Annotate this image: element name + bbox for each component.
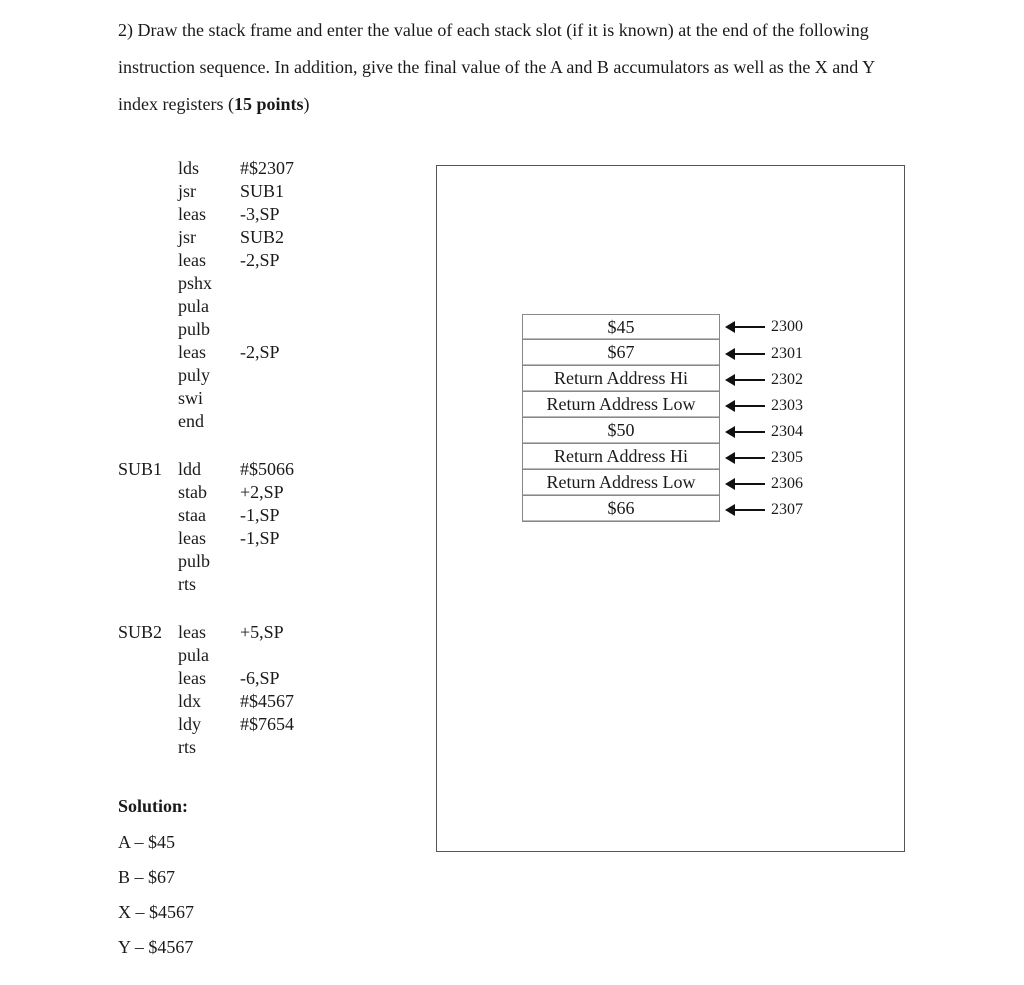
code-opcode: leas — [178, 668, 206, 688]
code-operand: -1,SP — [240, 505, 280, 525]
stack-slot: $67 — [522, 340, 720, 366]
arrow-left-icon — [727, 353, 765, 355]
code-opcode: ldd — [178, 459, 202, 479]
stack-address: 2302 — [771, 371, 803, 388]
stack-address: 2300 — [771, 318, 803, 335]
code-opcode: jsr — [178, 181, 196, 201]
code-opcode: pula — [178, 645, 209, 665]
arrow-left-icon — [727, 326, 765, 328]
arrow-left-icon — [727, 509, 765, 511]
arrow-left-icon — [727, 431, 765, 433]
code-opcode: ldx — [178, 691, 202, 711]
code-operand: SUB2 — [240, 227, 285, 247]
question-text — [118, 12, 908, 123]
code-operand: -2,SP — [240, 250, 280, 270]
code-opcode: pulb — [178, 551, 211, 571]
address-marker — [727, 367, 837, 393]
stack-address: 2301 — [771, 345, 803, 362]
address-marker — [727, 314, 837, 340]
code-opcode: leas — [178, 342, 206, 362]
code-operand: +2,SP — [240, 482, 284, 502]
address-marker — [727, 341, 837, 367]
code-operand: -2,SP — [240, 342, 280, 362]
stack-slot: Return Address Low — [522, 392, 720, 418]
code-operand: #$7654 — [240, 714, 294, 734]
code-label: SUB1 — [118, 459, 163, 479]
code-opcode: pula — [178, 296, 209, 316]
stack-frame — [522, 314, 720, 522]
code-opcode: puly — [178, 365, 211, 385]
stack-slot: Return Address Hi — [522, 444, 720, 470]
solution-b: B – $67 — [118, 867, 176, 887]
solution — [118, 794, 194, 970]
solution-a: A – $45 — [118, 832, 176, 852]
solution-x: X – $4567 — [118, 902, 194, 922]
arrow-left-icon — [727, 483, 765, 485]
code-opcode: swi — [178, 388, 204, 408]
code-operand: #$5066 — [240, 459, 294, 479]
arrow-left-icon — [727, 405, 765, 407]
question-points: 15 points — [233, 94, 304, 114]
solution-y: Y – $4567 — [118, 937, 194, 957]
code-operand: SUB1 — [240, 181, 285, 201]
question-body: 2) Draw the stack frame and enter the value of each stack slot (if it is known) at the end of the following instruction sequence. In addition, give the final value of the A and B accumulators as well as the X and Y index registers ( — [118, 20, 875, 114]
code-operand: -3,SP — [240, 204, 280, 224]
stack-address: 2307 — [771, 501, 803, 518]
address-marker — [727, 445, 837, 471]
question-tail: ) — [303, 94, 310, 114]
code-opcode: ldy — [178, 714, 202, 734]
address-marker — [727, 393, 837, 419]
code-opcode: rts — [178, 737, 196, 757]
code-opcode: leas — [178, 250, 206, 270]
code-opcode: pshx — [178, 273, 213, 293]
address-marker — [727, 419, 837, 445]
stack-slot: $50 — [522, 418, 720, 444]
stack-address: 2304 — [771, 423, 803, 440]
code-operand: -6,SP — [240, 668, 280, 688]
code-operand: -1,SP — [240, 528, 280, 548]
stack-slot: $45 — [522, 314, 720, 340]
address-marker — [727, 471, 837, 497]
code-opcode: rts — [178, 574, 196, 594]
stack-address: 2303 — [771, 397, 803, 414]
code-opcode: leas — [178, 204, 206, 224]
code-opcode: leas — [178, 528, 206, 548]
code-label: SUB2 — [118, 622, 163, 642]
address-marker — [727, 497, 837, 523]
stack-address: 2306 — [771, 475, 803, 492]
code-opcode: lds — [178, 158, 200, 178]
code-operand: #$2307 — [240, 158, 294, 178]
stack-slot: Return Address Low — [522, 470, 720, 496]
code-operand: #$4567 — [240, 691, 294, 711]
code-operand: +5,SP — [240, 622, 284, 642]
code-opcode: leas — [178, 622, 206, 642]
stack-address: 2305 — [771, 449, 803, 466]
code-opcode: jsr — [178, 227, 196, 247]
stack-slot: $66 — [522, 496, 720, 522]
code-opcode: staa — [178, 505, 206, 525]
code-opcode: end — [178, 411, 204, 431]
code-opcode: pulb — [178, 319, 211, 339]
code-opcode: stab — [178, 482, 207, 502]
arrow-left-icon — [727, 379, 765, 381]
solution-heading: Solution: — [118, 796, 189, 816]
stack-slot: Return Address Hi — [522, 366, 720, 392]
arrow-left-icon — [727, 457, 765, 459]
